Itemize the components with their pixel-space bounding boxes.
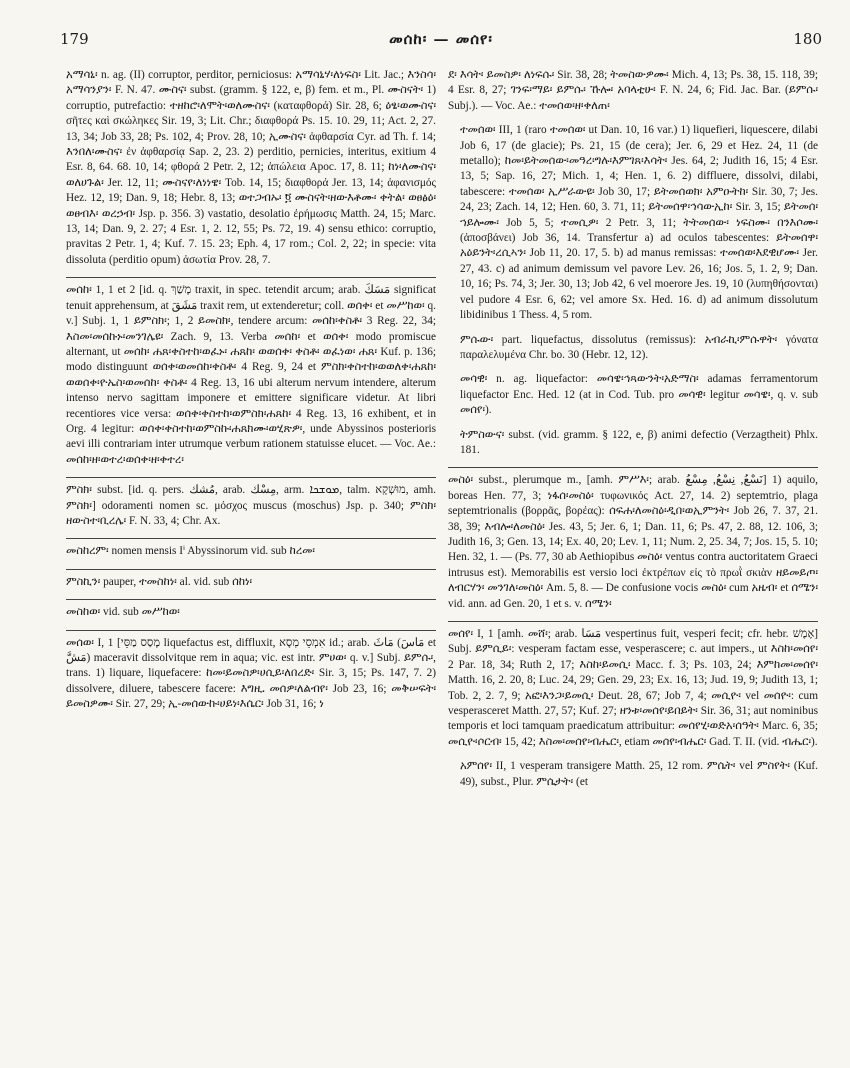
entry-text: ደ፡ እሳት፡ ይመስዎ፡ ለነፍሱ፡ Sir. 38, 28; ትመስውዎሙ፡ Mich. 4, 13; Ps. 38, 15. 118, 39; 4 Esr. 8, 27; ገንፍ፡ማይ፡ ይምሱ፡ ኹሎ፡ አባላቲሁ፡ F. N. 24, 6; Fid. Jac. Bar. (ይምሱ፡ Subj.). — Voc. Ae.: ተመሰወ፡ዘ፡ቀለጠ፡ <box>448 69 818 112</box>
page-number-right: 180 <box>793 30 822 48</box>
entry-text: መስዕ፡ subst., plerumque m., [amh. ምሥእ፡; arab. نَسْعُ, نِسْعُ, مِسْعُ] 1) aquilo, boreas Hen. 77, 3; ነፋሰ፡መስዕ፡ τυφωνικός Act. 27, 14. 2) septemtrio, plaga septemtrionalis (βορρᾶς, βορέας): ሰፍሐ፡ለመስዕ፡ዲበ፡ወኢምንት፡ Job 26, 7. 37, 21. 38, 39; እብሎ፡ለመስዕ፡ Jes. 43, 5; Jer. 6, 1; Dan. 11, 6; Ps. 47, 2. 88, 12. 106, 3; Judith 16, 3; Gen. 13, 14; Ex. 40, 20; Lev. 1, 11; Num. 2, 25. 34, 7; Jos. 15, 5. 10; Hen. 32, 1. — (Ps. 77, 30 ab Aethiopibus መስዕ፡ ventus contra auctoritatem Graeci intrusus est). Memorabilis est versio loci ἐκτρέπων εἰς τὸ πρωῒ σκιὰν ዘይመይጦ፡ለብርሃን፡ መንገለ፡መስዕ፡ Am. 5, 8. — De confusione vocis መስዕ፡ cum አዜብ፡ et ሰሜን፡ vid. ann. ad Gen. 20, 1 et s. v. ሰሜን፡ <box>448 474 818 610</box>
running-title: መሰከ፡ — መሰየ፡ <box>389 30 493 48</box>
dictionary-entry <box>66 599 436 620</box>
entry-text: አማሳኒ፡ n. ag. (II) corruptor, perditor, perniciosus: አማሳኒሃ፡ለነፍስ፡ Lit. Jac.; እንስሳ፡አማሳንያን፡ F. N. 47. ሙስና፡ subst. (gramm. § 122, e, β) fem. et m., Pl. ሙስናት፡ 1) corruptio, putrefactio: ተዘከሮ፡ለሞት፡ወለሙስና፡ (καταφθορά) Sir. 28, 6; ዕፄ፡ወሙስና፡ σῆτες καὶ σκώληκες Sir. 19, 3; Lit. Chr.; διαφθορά Ps. 15. 10. 29, 11; Act. 2, 27. 13, 34; Job 33, 28; Ps. 102, 4; Prov. 28, 10; ኢሙስና፡ ἀφθαρσία Cyr. ad Th. f. 14; እንበለ፡ሙስና፡ ἐν ἀφθαρσίᾳ Sap. 2, 23. 2) perditio, pernicies, interitus, exitium 4 Esr. 8, 64. 68. 10, 14; φθορά 2 Petr. 2, 12; ἀπώλεια Apoc. 17, 8. 11; ከነ፡ለሙስና፡ ወለሀጉል፡ Jer. 12, 11; ሙስናየ፡ለነነዌ፡ Tob. 14, 15; διαφθορά Jer. 13, 14; ἀφανισμός Hez. 12, 19; Dan. 9, 18; Hebr. 8, 13; ወተጋብኡ፡ ፬ ሙስናት፡ዘውእቶሙ፡ ቀትል፡ ወፀፅዕ፡ ወፀብእ፡ ወረኃብ፡ Jsp. p. 356. 3) vastatio, desolatio ἐρήμωσις Matth. 24, 15; Marc. 13, 14; Dan. 9, 2. 27; 4 Esr. 1, 2. 12, 55; Ps. 72, 19. 4) sensu ethico: corruptio, pravitas 2 Petr. 1, 4; Kuf. 7. 15. 23; Eph. 4, 17 rom.; Col. 2, 22; in specie: vita dissoluta (perditio opum) ἀσωτία Prov. 28, 7. <box>66 69 436 266</box>
entry-text: መስከወ፡ vid. sub መሥከወ፡ <box>66 606 180 619</box>
entry-text: መሰወ፡ I, 1 [מָסַס מַסֵּי liquefactus est, diffluxit, אִמְסֵי מְסָא id.; arab. مَاثَ (مَاسَ et مَشَّ) maceravit dissolvitque rem in aqua; vic. est intr. ምሀወ፡ q. v.] Subj. ይምሱ፡, trans. 1) liquare, liquefacere: ከመ፡ይመስዎ፡ሀሲይ፡ለበረድ፡ Sir. 3, 15; Ps. 147, 7. 2) dissolvere, diluere, tabescere facere: እግዚ᎐ መሰዎ፡ለልብየ፡ Job 23, 16; መቅሠፍት፡ ይመስዎሙ፡ Sir. 27, 29; ኢ-መሰውኩ፡ሀይነ፡እሴር፡ Job 31, 16; ነ <box>66 636 436 711</box>
right-column <box>448 68 818 1058</box>
entry-text: ምሱው፡ part. liquefactus, dissolutus (remissus): አብራኪ፡ምሱዋት፡ γόνατα παραλελυμένα Chr. bo. 30 (Hebr. 12, 12). <box>460 333 818 361</box>
entry-text: ተመሰወ፡ III, 1 (raro ተመሰወ፡ ut Dan. 10, 16 var.) 1) liquefieri, liquescere, dilabi Job 6, 17 (de glacie); Ps. 21, 15 (de cera); Jer. 6, 29 et Hez. 24, 11 (de metallo); ከመ፡ይትመሰው፡መዓረ፡ግሉ፡እምገጸ፡እሳት፡ Jes. 64, 2; Judith 16, 15; 4 Esr. 13, 5; Sap. 16, 27; Mich. 1, 4; Hen. 1, 6. 2) diffluere, dissolvi, dilabi, tabescere: ተመሰወ፡ ኢሥራውዩ፡ Job 30, 17; ይትመሰወክ፡ አምዑትከ፡ Sir. 30, 7; Jes. 24, 23; Zach. 14, 12; Hen. 60, 3. 71, 11; ይትመሰዋ፡ኅሳውኢከ፡ Sir. 3, 15; ይትመሰ፡ኀይሎሙ፡ Job 5, 5; ተመሲዎ፡ 2 Petr. 3, 11; ትትመሰው፡ ነፍስሙ፡ በንእሶሙ፡ (ἀποσβάνει) Job 36, 14. Transfertur a) ad oculos tabescentes: ይትመሰዋ፡ አዕይንት፡ረሲኣን፡ Job 11, 20. 17, 5. b) ad manus remissas: ተመሰወ፡እደዊሆሙ፡ Jer. 27, 43. c) ad animum demissum vel pavore Lev. 26, 16; Jos. 5, 1. 2, 9; Dan. 10, 16; Ps. 74, 3; Jer. 30, 13; Job 42, 6 vel moerore Jes. 19, 10 (λυπηθήσονται) vel pudore 4 Esr. 6, 62; vel amore Sx. Hed. 16. d) ad animum dissolutum libidinibus 1 Thess. 4, 5 rom. <box>460 124 818 322</box>
page-header <box>60 30 822 54</box>
dictionary-entry <box>448 333 818 364</box>
dictionary-entry <box>448 68 818 114</box>
entry-text: መሰየ፡ I, 1 [amh. መሸ፡; arab. مَسَا vespertinus fuit, vesperi fecit; cfr. hebr. אֶמֶשׁ] Subj. ይምሲይ፡: vesperam factam esse, vesperascere; c. aut impers., ut እስከ፡መሰየ፡ 2 Par. 18, 34; Ruth 2, 17; እስከ፡ይመሲ፡ Macc. f. 3; Ps. 103, 24; እምከመ፡መሰየ፡ Matth. 16, 2. 20, 8; Luc. 24, 29; Gen. 29, 23; Ex. 16, 13; Jud. 19, 9; Judith 13, 1; Tob. 2, 2. 7, 9; አፎ፡እንጋ፡ይመሲ፡ Deut. 28, 67; Job 7, 4; መሲዮ፡ vel መሰዮ፡: cum vesperasceret Matth. 27, 57; Kuf. 27; ዘንቱ፡መሰየ፡ይበይት፡ Sir. 36, 31; aut nominibus temporis et loci tamquam praedicatum attribuitur: መሰየሂ፡ወድአ፡ሰዓት፡ Marc. 6, 35; መሲዮ፡ሶርብ፡ 15, 42; እስመ፡መሰየ፡ብሔር፡, etiam መሰየ፡ብሔር፡ Gad. T. II. (vid. ብሔር፡). <box>448 628 818 748</box>
dictionary-entry <box>448 428 818 459</box>
dictionary-entry <box>448 123 818 323</box>
dictionary-entry <box>448 467 818 612</box>
dictionary-entry <box>448 621 818 750</box>
entry-text: ምስክ፡ subst. [id. q. pers. مُشك, arab. مِسْك, arm. ܡܘܫܟܐ, talm. מוּשְׁקָא, amh. ምስክ፡] odoramenti nomen sc. μόσχος muscus (moschus) Jsp. p. 340; ምስክ፡ዘውስተ፡ቢረሌ፡ F. N. 33, 4; Chr. Ax. <box>66 484 436 527</box>
entry-text: መሳዊ፡ n. ag. liquefactor: መሳዌ፡ኅጻውንት፡አድማስ፡ adamas ferramentorum liquefactor Enc. Hed. 12 (at in Cod. Tub. pro መሳዊ፡ legitur መሳዌ፡, q. v. sub መሰየ፡). <box>460 373 818 417</box>
dictionary-entry <box>448 372 818 418</box>
dictionary-entry <box>66 630 436 713</box>
entry-text: ምስኪን፡ pauper, ተመስከነ፡ al. vid. sub ሰከነ፡ <box>66 575 253 588</box>
entry-text: አምሰየ፡ II, 1 vesperam transigere Matth. 25, 12 rom. ምሴት፡ vel ምስየት፡ (Kuf. 49), subst., Plur. ምሴታት፡ (et <box>460 760 818 788</box>
dictionary-entry <box>448 759 818 790</box>
dictionary-entry <box>66 569 436 590</box>
page-number-left: 179 <box>60 30 89 48</box>
entry-text: ትምስውና፡ subst. (vid. gramm. § 122, e, β) animi defectio (Verzagtheit) Phlx. 181. <box>460 428 818 456</box>
entry-text: መሰከ፡ 1, 1 et 2 [id. q. מָשַׁךְ traxit, in spec. tetendit arcum; arab. مَسَكَ significat tenuit apprehensum, at مَشَقَ traxit rem, ut extenderetur; coll. ወሰቀ፡ et መሥከወ፡ q. v.] Subj. 1, 1 ይምስክ፡; 1, 2 ይመስክ፡, tendere arcum: መሰከ፡ቀስቶ፡ 3 Reg. 22, 34; እስመ፡መሰኩኑ፡መንገሌዩ፡ Zach. 9, 13. Verba መሰከ፡ et ወሰቀ፡ modo promiscue alternant, ut መሰከ፡ ሐጸ፡ቀስተከ፡ወፈኑ፡ ሐጸከ፡ ወወሰቀ፡ ቀስቶ፡ ወፈነወ፡ ሐጸ፡ Kuf. p. 136; modo distinguunt ወሰቀ፡ወመሰከ፡ቀስቶ፡ 4 Reg. 9, 24 et ምስክ፡ቀስተከ፡ወወለቀ፡ሐጸከ፡ወወሰቀ፡ዮኤስ፡ወመሰከ፡ ቀስቶ፡ 4 Reg. 13, 16 ubi alterum nervum intendere, alterum intenso nervo sagittam imponere et emittere significare videtur. At libri recentiores vice versa: ወሰቀ፡ቀስተከ፡ወምስክ፡ሐጸከ፡ 4 Reg. 13, 16 exhibent, et in Org. 4 legitur: ወሰቀ፡ቀስተከ፡ወምስኩ፡ሐጸክሙ፡ወሂጽዎ፡, unde Abyssinos posterioris aevi illi contrariam inter utrumque verbum rationem statuisse elucet. — Voc. Ae.: መሰከ፡ዘ፡ወተረ፡ወሰቀ፡ዘ፡ቀተረ፡ <box>66 284 436 466</box>
entry-text: መስከረም፡ nomen mensis Iⁱ Abyssinorum vid. sub ከረመ፡ <box>66 545 315 558</box>
dictionary-entry <box>66 477 436 529</box>
left-column <box>66 68 436 1058</box>
dictionary-entry <box>66 538 436 559</box>
dictionary-entry <box>66 277 436 468</box>
dictionary-entry <box>66 68 436 268</box>
